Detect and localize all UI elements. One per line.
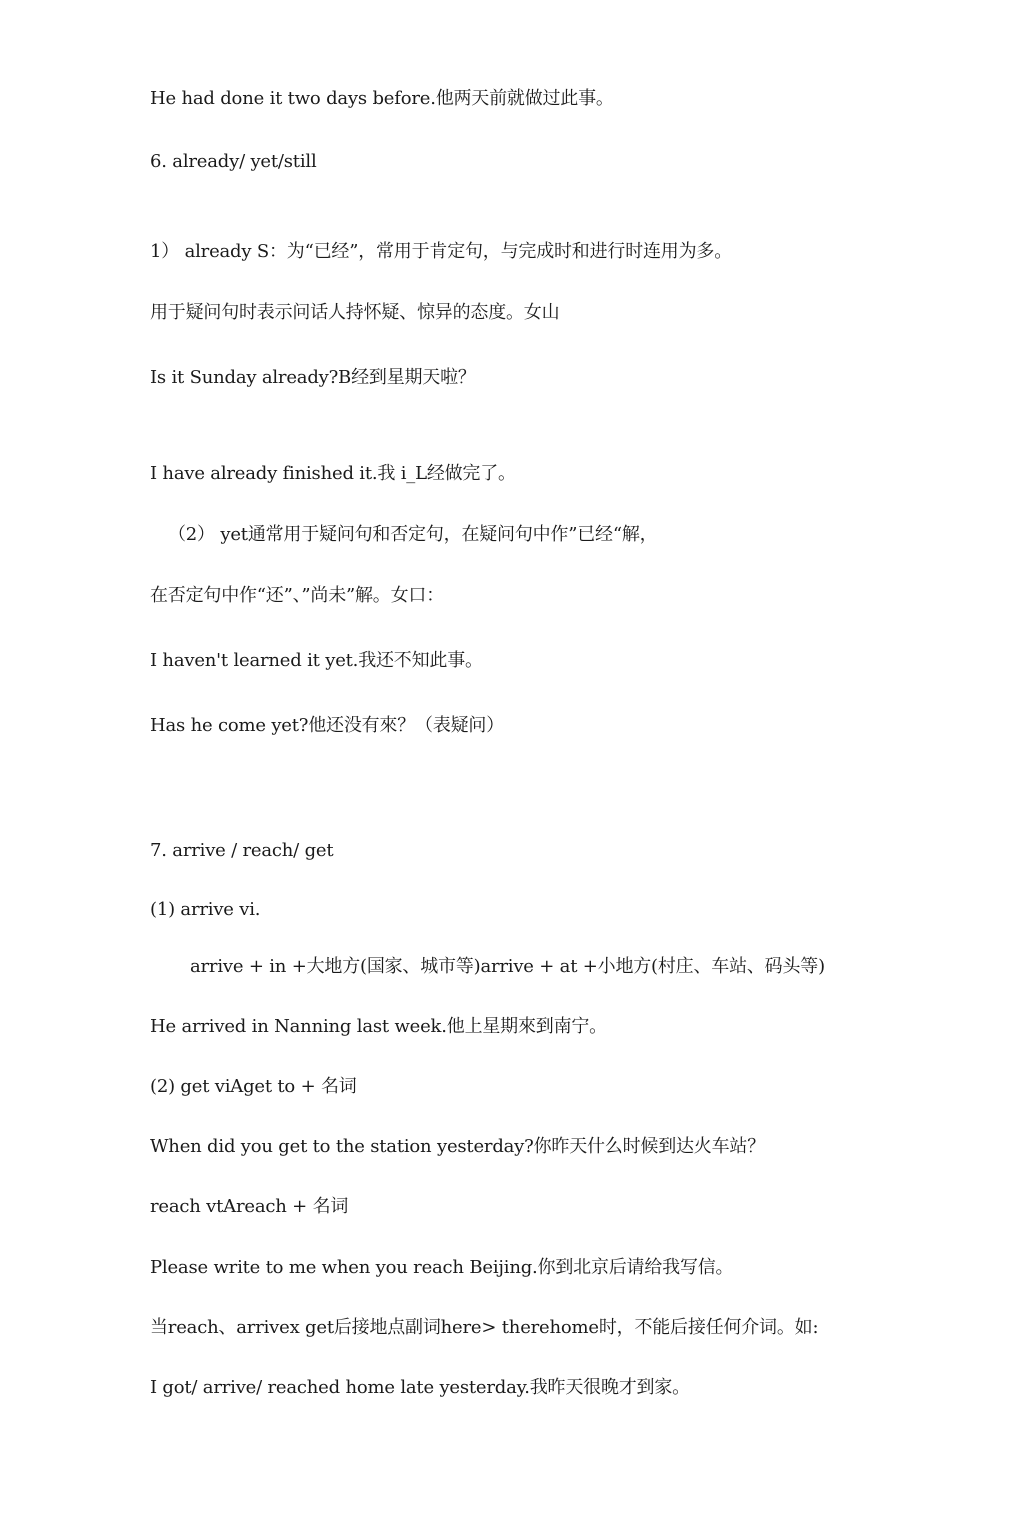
example-sentence: I haven't learned it yet.我还不知此事。 (150, 650, 483, 671)
example-sentence: I got/ arrive/ reached home late yesterday.我昨天很晚才到家。 (150, 1377, 690, 1398)
example-sentence: Has he come yet?他还没有來？（表疑问） (150, 715, 505, 736)
example-sentence: He had done it two days before.他两天前就做过此事。 (150, 88, 614, 109)
paragraph: 用于疑问句时表示问话人持怀疑、惊异的态度。女山 (150, 302, 560, 323)
example-sentence: Please write to me when you reach Beijing.你到北京后请给我写信。 (150, 1257, 734, 1278)
example-sentence: Is it Sunday already?B经到星期天啦？ (150, 367, 476, 388)
paragraph: 1） already S：为“已经”，常用于肯定句，与完成时和进行时连用为多。 (150, 241, 732, 262)
subheading: reach vtAreach + 名词 (150, 1196, 349, 1217)
section-heading: 6. already/ yet/still (150, 151, 317, 172)
paragraph: 在否定句中作“还”、”尚未”解。女口： (150, 585, 445, 606)
paragraph: （2） yet通常用于疑问句和否定句，在疑问句中作”已经“解， (168, 524, 658, 545)
subheading: (2) get viAget to + 名词 (150, 1076, 357, 1097)
paragraph: 当reach、arrivex get后接地点副词here> therehome时，不能后接任何介词。如: (150, 1317, 819, 1338)
paragraph: arrive + in +大地方(国家、城市等)arrive + at +小地方(村庄、车站、码头等) (190, 956, 825, 977)
example-sentence: I have already finished it.我 i_L经做完了。 (150, 463, 516, 484)
section-heading: 7. arrive / reach/ get (150, 840, 334, 861)
example-sentence: When did you get to the station yesterday?你昨天什么时候到达火车站？ (150, 1136, 765, 1157)
example-sentence: He arrived in Nanning last week.他上星期來到南宁。 (150, 1016, 607, 1037)
subheading: (1) arrive vi. (150, 899, 261, 920)
